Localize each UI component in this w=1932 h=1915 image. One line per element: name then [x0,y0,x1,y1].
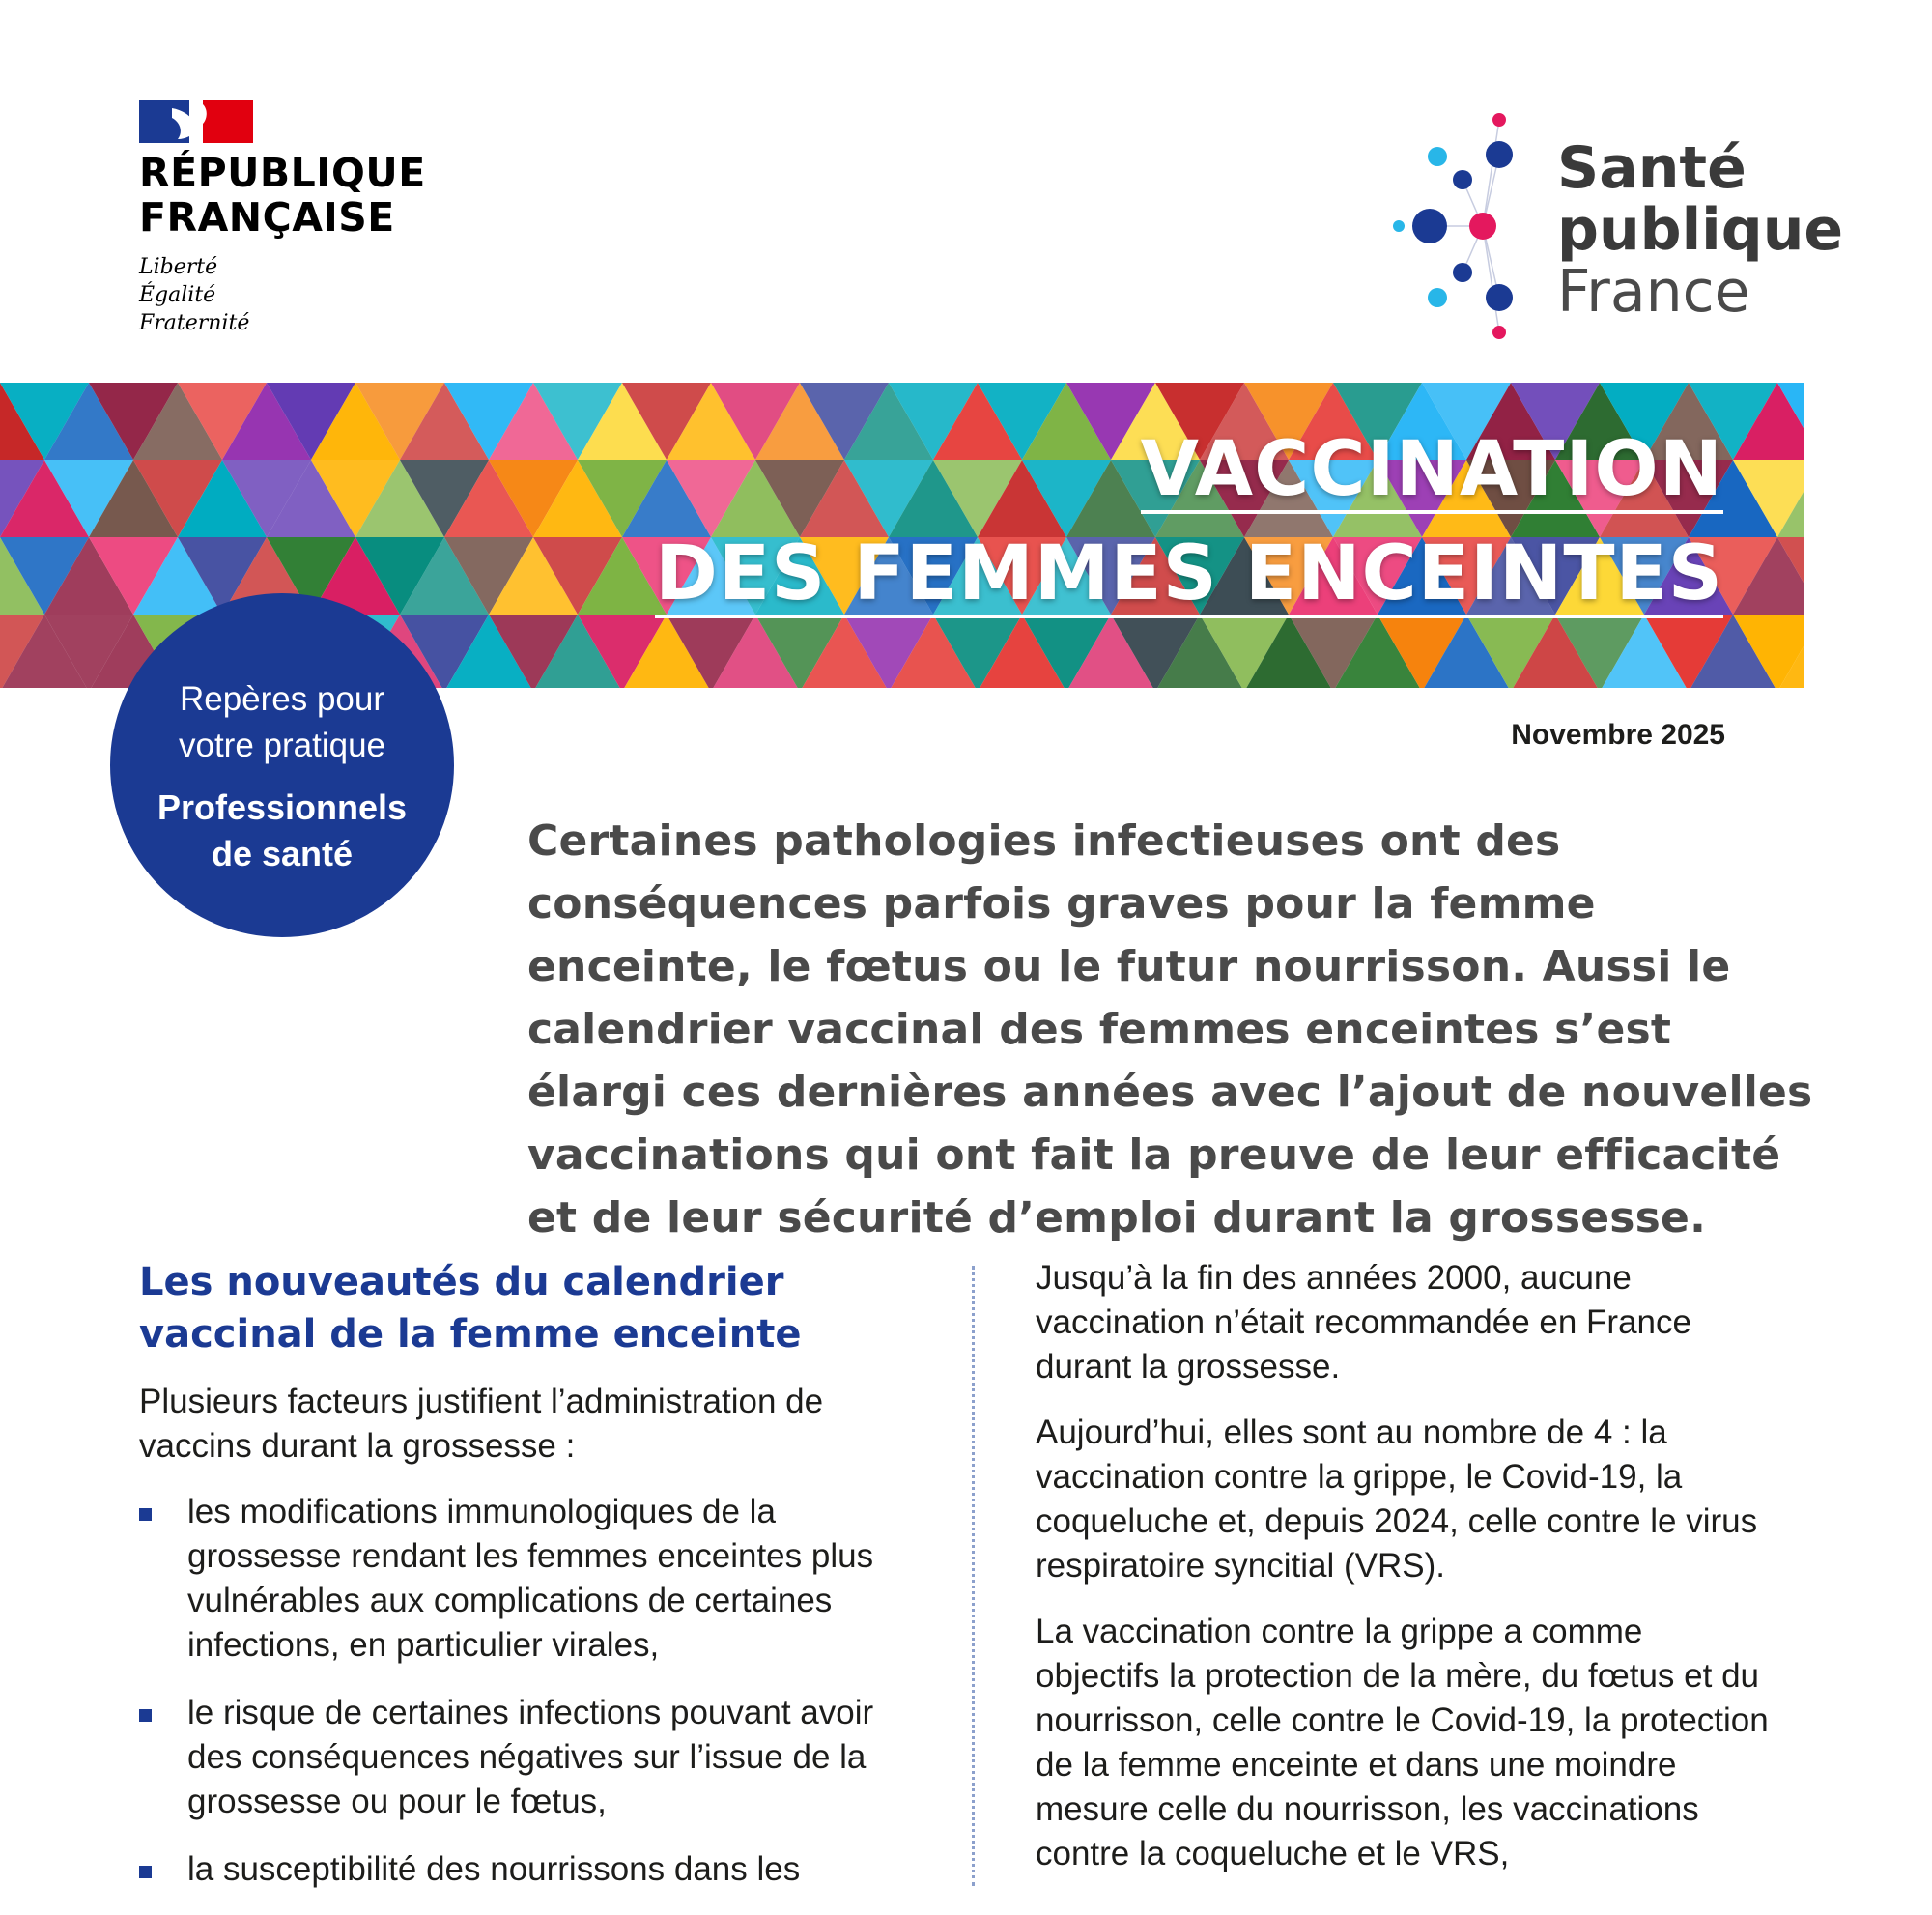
body-paragraph: La vaccination contre la grippe a comme objectifs la protection de la mère, du fœtus et du nourrisson, celle contre le Covid-19, la protection de la femme enceinte et dans une moindre mesure celle du nourrisson, les vaccinations contre la coqueluche et le VRS, [1036,1613,1769,1872]
square-bullet-icon [139,1508,152,1521]
column-divider [972,1266,975,1886]
square-bullet-icon [139,1709,152,1722]
section-title: Les nouveautés du calendrier vaccinal de la femme enceinte [139,1260,802,1357]
square-bullet-icon [139,1866,152,1878]
republique-motto: Liberté Égalité Fraternité [139,255,250,335]
right-column [1036,1256,1770,1898]
bullet-list [139,1490,912,1892]
publication-date: Novembre 2025 [1511,719,1725,751]
marianne-flag-icon [139,100,253,143]
sante-publique-network-icon [1391,108,1536,340]
body-paragraph: Jusqu’à la fin des années 2000, aucune vaccination n’était recommandée en France durant la grossesse. [1036,1259,1691,1386]
left-column [139,1256,912,1915]
sante-publique-france-logo [1391,108,1844,340]
intro-paragraph: Certaines pathologies infectieuses ont des conséquences parfois graves pour la femme enceinte, le fœtus ou le futur nourrisson. Aussi le calendrier vaccinal des femmes enceintes s’est élargi ces dernières années avec l’ajout de nouvelles vaccinations qui ont fait la preuve de leur efficacité et de leur sécurité d’emploi durant la grossesse. [527,816,1813,1243]
republique-francaise-name: RÉPUBLIQUE FRANÇAISE [139,150,426,241]
list-item: le risque de certaines infections pouvant avoir des conséquences négatives sur l’issue de la grossesse ou pour le fœtus, [139,1691,912,1824]
body-paragraph: Aujourd’hui, elles sont au nombre de 4 : la vaccination contre la grippe, le Covid-19, la coqueluche et, depuis 2024, celle contre le virus respiratoire syncitial (VRS). [1036,1414,1758,1585]
document-title: VACCINATION DES FEMMES ENCEINTES [655,426,1723,617]
badge-subtitle: Repères pour votre pratique [178,680,386,764]
badge-audience: Professionnels de santé [156,787,408,873]
list-item: les modifications immunologiques de la grossesse rendant les femmes enceintes plus vulnérables aux complications de certaines infections, en particulier virales, [139,1490,912,1668]
list-item: la susceptibilité des nourrissons dans les [139,1847,912,1892]
republique-francaise-logo [139,100,429,337]
lead-paragraph: Plusieurs facteurs justifient l’administration de vaccins durant la grossesse : [139,1383,824,1465]
audience-badge [110,593,454,937]
sante-publique-france-wordmark: Santé publique France [1557,134,1844,326]
